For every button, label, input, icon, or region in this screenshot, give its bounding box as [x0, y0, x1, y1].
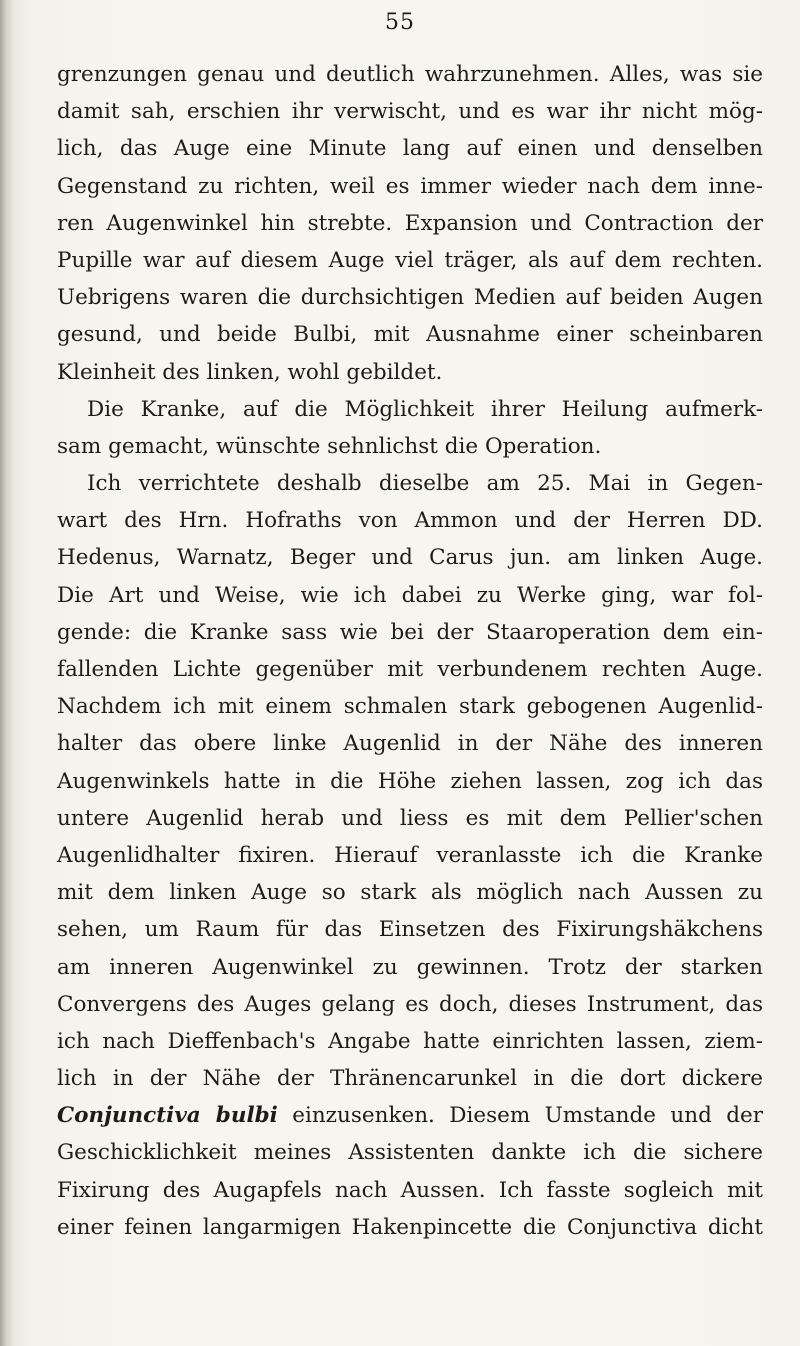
text-line: damit sah, erschien ihr verwischt, und es war ihr nicht mög-	[57, 99, 763, 125]
text-line: Kleinheit des linken, wohl gebildet.	[57, 359, 443, 385]
text-line: gende: die Kranke sass wie bei der Staaroperation dem ein-	[57, 619, 763, 645]
emphasis-conjunctiva-bulbi: Conjunctiva bulbi	[57, 1103, 278, 1129]
text-line: fallenden Lichte gegenüber mit verbundenem rechten Auge.	[57, 657, 763, 682]
text-line: untere Augenlid herab und liess es mit dem Pellier'schen	[57, 805, 763, 831]
body-text	[57, 56, 763, 1246]
text-line: grenzungen genau und deutlich wahrzunehmen. Alles, was sie	[57, 62, 763, 87]
text-line: mit dem linken Auge so stark als möglich nach Aussen zu	[57, 880, 763, 906]
text-line: lich, das Auge eine Minute lang auf einen und denselben	[57, 136, 763, 162]
text-line: gesund, und beide Bulbi, mit Ausnahme einer scheinbaren	[57, 322, 763, 348]
text-line-rest: einzusenken. Diesem Umstande und der	[292, 1103, 764, 1129]
text-line: Augenwinkels hatte in die Höhe ziehen lassen, zog ich das	[57, 768, 763, 794]
text-line: ich nach Dieffenbach's Angabe hatte einrichten lassen, ziem-	[57, 1028, 763, 1054]
text-line: Fixirung des Augapfels nach Aussen. Ich fasste sogleich mit	[57, 1177, 763, 1203]
text-line: Nachdem ich mit einem schmalen stark gebogenen Augenlid-	[57, 694, 763, 720]
text-line: Geschicklichkeit meines Assistenten dankte ich die sichere	[57, 1140, 763, 1166]
page-gutter-shadow	[0, 0, 14, 1346]
text-line: Augenlidhalter fixiren. Hierauf veranlasste ich die Kranke	[57, 842, 763, 868]
text-line: sam gemacht, wünschte sehnlichst die Operation.	[57, 433, 602, 459]
text-line: ren Augenwinkel hin strebte. Expansion und Contraction der	[57, 210, 763, 236]
text-line: wart des Hrn. Hofraths von Ammon und der Herren DD.	[57, 508, 763, 534]
text-line: Ich verrichtete deshalb dieselbe am 25. Mai in Gegen-	[87, 471, 763, 497]
text-line: Pupille war auf diesem Auge viel träger, als auf dem rechten.	[57, 247, 763, 273]
text-line: lich in der Nähe der Thränencarunkel in die dort dickere	[57, 1066, 763, 1092]
text-line: am inneren Augenwinkel zu gewinnen. Trotz der starken	[57, 954, 763, 980]
text-line: einer feinen langarmigen Hakenpincette die Conjunctiva dicht	[57, 1214, 763, 1240]
page-number: 55	[385, 10, 415, 35]
text-line: Die Art und Weise, wie ich dabei zu Werke ging, war fol-	[57, 582, 763, 608]
text-line: sehen, um Raum für das Einsetzen des Fixirungshäkchens	[57, 917, 763, 943]
text-line: halter das obere linke Augenlid in der Nähe des inneren	[57, 731, 763, 757]
text-line: Gegenstand zu richten, weil es immer wieder nach dem inne-	[57, 173, 763, 199]
text-line: Convergens des Auges gelang es doch, dieses Instrument, das	[57, 991, 763, 1017]
text-line: Uebrigens waren die durchsichtigen Medien auf beiden Augen	[57, 285, 763, 311]
text-line: Hedenus, Warnatz, Beger und Carus jun. am linken Auge.	[57, 545, 763, 571]
text-line: Die Kranke, auf die Möglichkeit ihrer Heilung aufmerk-	[87, 396, 763, 422]
text-line-with-emphasis	[57, 1097, 763, 1134]
